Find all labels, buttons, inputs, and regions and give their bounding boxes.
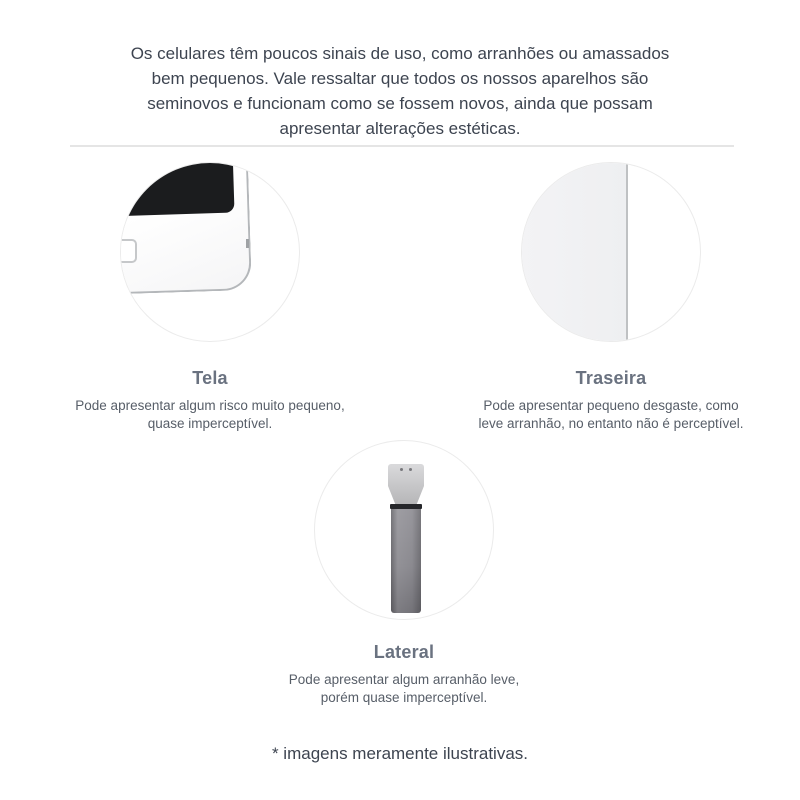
tela-description-line-2: quase imperceptível.: [147, 416, 273, 431]
phone-back-edge-line: [626, 163, 628, 341]
mic-hole-dot: [400, 468, 403, 471]
lateral-description: [222, 671, 586, 707]
lateral-title: Lateral: [373, 642, 435, 662]
traseira-description-line-1: Pode apresentar pequeno desgaste, como: [483, 398, 739, 413]
tela-description-line-1: Pode apresentar algum risco muito pequeno,: [75, 398, 345, 413]
traseira-description: [429, 397, 793, 433]
tela-illustration-circle: [120, 162, 300, 342]
section-lateral: [222, 440, 586, 707]
intro-line-3: seminovos e funcionam como se fossem novos, ainda que possam: [147, 94, 653, 113]
intro-line-1: Os celulares têm poucos sinais de uso, como arranhões ou amassados: [130, 44, 670, 63]
phone-side-top-cap: [388, 464, 424, 504]
tela-description: [28, 397, 392, 433]
lateral-description-line-2: porém quase imperceptível.: [320, 690, 488, 705]
phone-screen-black-area: [120, 162, 235, 218]
intro-line-2: bem pequenos. Vale ressaltar que todos os nossos aparelhos são: [151, 69, 649, 88]
intro-line-4: apresentar alterações estéticas.: [279, 119, 521, 138]
section-traseira: [429, 162, 793, 433]
mic-hole-dot: [409, 468, 412, 471]
footnote: * imagens meramente ilustrativas.: [271, 744, 529, 763]
section-tela: [28, 162, 392, 433]
phone-mic-holes: [388, 467, 424, 471]
lateral-description-line-1: Pode apresentar algum arranhão leve,: [288, 672, 520, 687]
phone-edge-detail: [246, 239, 249, 248]
intro-paragraph: [0, 41, 800, 141]
phone-screen-corner-illustration: [120, 162, 252, 296]
traseira-description-line-2: leve arranhão, no entanto não é perceptível.: [478, 416, 744, 431]
traseira-title: Traseira: [575, 368, 647, 388]
divider: [70, 145, 734, 147]
phone-side-body: [391, 509, 421, 613]
phone-side-button: [120, 239, 137, 263]
phone-side-strip-illustration: [388, 464, 424, 613]
tela-title: Tela: [192, 368, 228, 388]
traseira-illustration-circle: [521, 162, 701, 342]
phone-back-panel: [522, 163, 626, 341]
lateral-illustration-circle: [314, 440, 494, 620]
